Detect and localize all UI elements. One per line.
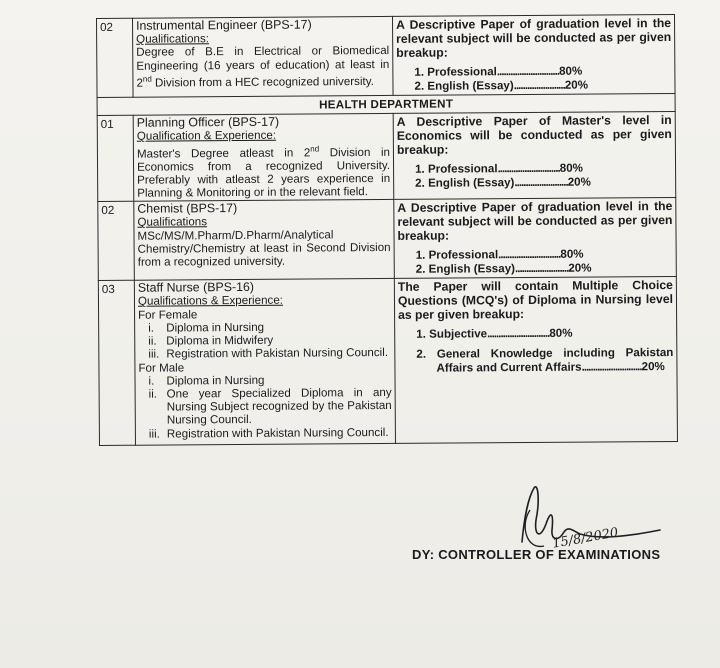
breakup-item: 1. Subjective............................80%: [416, 326, 573, 342]
list-item: i. Diploma in Nursing: [148, 373, 265, 388]
post-title: Planning Officer (BPS-17): [136, 114, 280, 130]
breakup-list: [416, 326, 673, 376]
exam-breakup: [394, 277, 677, 443]
exam-description: The Paper will contain Multiple Choice Questions (MCQ's) of Diploma in Nursing level as per given breakup:: [397, 278, 674, 323]
post-number: 02: [98, 202, 135, 281]
breakup-list: [414, 64, 671, 94]
post-title: Staff Nurse (BPS-16): [137, 280, 255, 295]
qualification-heading: Qualifications & Experience:: [137, 294, 284, 309]
post-title: Instrumental Engineer (BPS-17): [136, 17, 312, 33]
list-item: iii. Registration with Pakistan Nursing Council.: [148, 425, 389, 441]
post-details: [133, 114, 394, 202]
exam-description: A Descriptive Paper of graduation level in the relevant subject will be conducted as per given breakup:: [396, 15, 672, 60]
post-number: 02: [97, 18, 134, 97]
breakup-item: 1. Professional............................80%: [415, 161, 584, 176]
qualification-text: Master's Degree atleast in 2nd Division in Economics from a recognized University. Preferably with atleast 2 years experience in Planning & Monitoring or in the relevant field.: [136, 144, 391, 200]
table-row: [98, 198, 677, 281]
list-item: i. Diploma in Nursing: [148, 320, 265, 335]
male-heading: For Male: [138, 360, 185, 375]
qualification-text: MSc/MS/M.Pharm/D.Pharm/Analytical Chemistry/Chemistry at least in Second Division from a recognized university.: [137, 228, 391, 269]
qualification-heading: Qualification & Experience:: [136, 129, 277, 144]
breakup-list: [416, 247, 673, 277]
post-details: [134, 279, 395, 445]
breakup-item: 1. Professional............................80%: [415, 247, 584, 263]
exam-breakup: [392, 14, 675, 95]
female-qualification-list: [138, 320, 391, 361]
table-row: [98, 277, 677, 445]
breakup-item: 1. Professional............................80%: [414, 64, 583, 79]
exam-description: A Descriptive Paper of graduation level in the relevant subject will be conducted as per given breakup:: [397, 199, 673, 244]
exam-description: A Descriptive Paper of Master's level in Economics will be conducted as per given breakup:: [396, 113, 672, 158]
post-title: Chemist (BPS-17): [137, 201, 238, 216]
exam-breakup: [394, 198, 677, 279]
breakup-item: 2. English (Essay)........................20%: [415, 175, 591, 190]
female-heading: For Female: [138, 307, 198, 322]
breakup-item: 2. English (Essay)........................20%: [415, 261, 592, 277]
breakup-item: 2. General Knowledge including Pakistan Affairs and Current Affairs...........................20%: [416, 346, 674, 375]
department-heading: HEALTH DEPARTMENT: [97, 93, 675, 115]
list-item: ii. Diploma in Midwifery: [148, 333, 274, 348]
table-row: [97, 14, 676, 97]
breakup-item: 2. English (Essay).......................20%: [414, 78, 589, 93]
signatory-designation: DY: CONTROLLER OF EXAMINATIONS: [412, 547, 661, 562]
list-item: ii. One year Specialized Diploma in any Nursing Subject recognized by the Pakistan Nursing Council.: [148, 385, 392, 427]
post-details: [133, 16, 394, 97]
male-qualification-list: [138, 373, 391, 444]
exam-breakup: [393, 112, 676, 200]
post-number: 01: [97, 115, 134, 201]
post-details: [134, 200, 395, 281]
list-item: iii. Registration with Pakistan Nursing Council.: [148, 346, 389, 361]
signature-date: 15/8/2020: [551, 525, 620, 552]
breakup-list: [415, 161, 672, 191]
qualification-heading: Qualifications: [137, 215, 208, 230]
qualification-text: Degree of B.E in Electrical or Biomedical Engineering (16 years of education) at least in 2nd Division from a HEC recognized university.: [136, 44, 390, 90]
post-number: 03: [98, 281, 135, 446]
qualification-heading: Qualifications:: [136, 32, 210, 46]
table-row: [97, 112, 676, 202]
posts-table: [96, 14, 678, 446]
